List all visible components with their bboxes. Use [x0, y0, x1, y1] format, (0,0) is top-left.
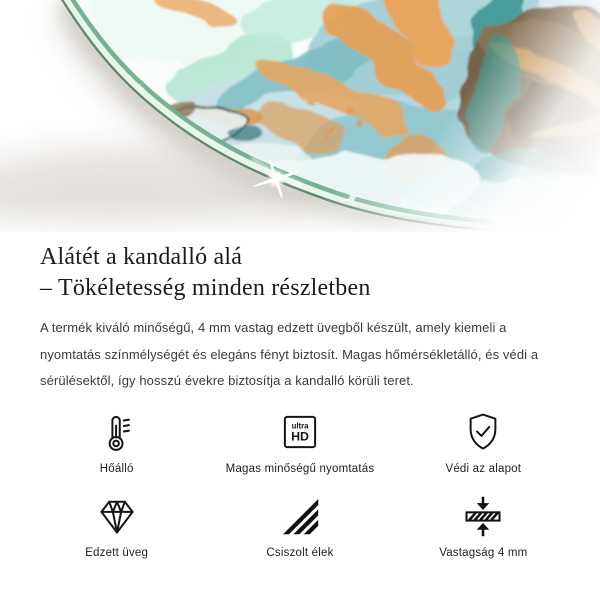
- feature-label: Magas minőségű nyomtatás: [225, 462, 375, 475]
- polished-edges-icon: [276, 492, 324, 540]
- diamond-icon: [93, 492, 141, 540]
- feature-protects-base: [392, 408, 575, 475]
- feature-label: Edzett üveg: [85, 546, 149, 559]
- feature-thickness: [392, 492, 575, 559]
- ultra-hd-icon: [276, 408, 324, 456]
- feature-label: Hőálló: [99, 462, 134, 475]
- ultra-hd-icon-text-top: ultra: [291, 420, 309, 430]
- product-description: A termék kiváló minőségű, 4 mm vastag edzett üvegből készült, amely kiemeli a nyomtatás színmélységét és elegáns fényt biztosít. Magas hőmérsékletálló, és védi a sérülésektől, így hosszú évekre biztosítja a kandalló körüli teret.: [40, 320, 539, 388]
- title-line-2: – Tökéletesség minden részletben: [40, 275, 371, 301]
- page-title: [40, 242, 560, 304]
- glass-mat-image: [0, 0, 600, 232]
- title-line-1: Alátét a kandalló alá: [40, 244, 243, 270]
- shield-check-icon: [459, 408, 507, 456]
- thickness-icon: [459, 492, 507, 540]
- feature-hd-print: [208, 408, 391, 475]
- features-grid: [0, 408, 600, 559]
- product-photo: [0, 0, 600, 232]
- feature-heat-resistant: [25, 408, 208, 475]
- feature-label: Vastagság 4 mm: [439, 546, 528, 559]
- ultra-hd-icon-text-bottom: HD: [291, 429, 309, 444]
- thermometer-icon: [93, 408, 141, 456]
- feature-label: Védi az alapot: [445, 462, 522, 475]
- feature-tempered-glass: [25, 492, 208, 559]
- content-section: [0, 232, 600, 395]
- feature-label: Csiszolt élek: [266, 546, 334, 559]
- feature-polished-edges: [208, 492, 391, 559]
